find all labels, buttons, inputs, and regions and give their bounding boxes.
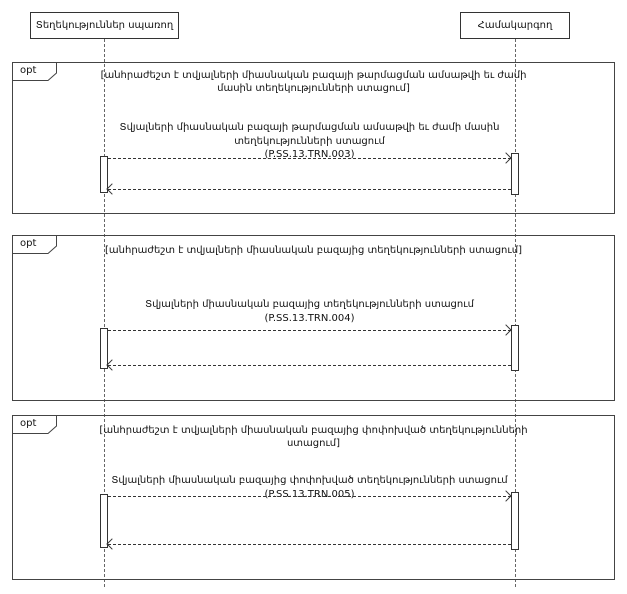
message-text: Տվյալների միասնական բազայի թարմացման ամսաթվի եւ ժամի մասին տեղեկությունների ստացում [119, 122, 500, 147]
fragment-guard-condition: [անհրաժեշտ է տվյալների միասնական բազայից փոփոխված տեղեկությունների ստացում] [99, 425, 528, 449]
fragment-guard-condition: [անհրաժեշտ է տվյալների միասնական բազայից տեղեկությունների ստացում] [105, 245, 522, 256]
opt-fragment-2 [12, 235, 615, 401]
message-text: Տվյալների միասնական բազայից փոփոխված տեղեկությունների ստացում (P.SS.13.TRN.005) [111, 475, 508, 500]
message-text: Տվյալների միասնական բազայից տեղեկությունների ստացում [145, 299, 474, 310]
message-code: (P.SS.13.TRN.003) [264, 149, 355, 160]
request-message-line [108, 496, 511, 497]
return-message-line [108, 365, 511, 366]
fragment-guard-condition: [անհրաժեշտ է տվյալների միասնական բազայի թարմացման ամսաթվի եւ ժամի մասին տեղեկությունների ստացում] [100, 70, 527, 94]
opt-fragment-1 [12, 62, 615, 214]
return-message-line [108, 189, 511, 190]
opt-fragment-3 [12, 415, 615, 580]
fragment-operator-label: opt [20, 65, 37, 76]
activation-bar-right [511, 153, 519, 195]
participant-consumer [30, 12, 179, 39]
return-message-line [108, 544, 511, 545]
arrowhead-left-icon [106, 183, 117, 194]
participant-coordinator [460, 12, 570, 39]
arrowhead-left-icon [106, 538, 117, 549]
request-message-line [108, 330, 511, 331]
activation-bar-right [511, 325, 519, 371]
arrowhead-left-icon [106, 359, 117, 370]
message-label [108, 298, 511, 325]
participant-consumer-label: Տեղեկություններ սպառող [35, 20, 174, 31]
fragment-operator-label: opt [20, 418, 37, 429]
activation-bar-left [100, 494, 108, 548]
request-message-line [108, 158, 511, 159]
message-code: (P.SS.13.TRN.004) [264, 312, 355, 324]
message-label [108, 121, 511, 162]
fragment-operator-label: opt [20, 238, 37, 249]
arrowhead-right-icon [500, 324, 511, 335]
participant-coordinator-label: Համակարգող [477, 20, 553, 31]
activation-bar-right [511, 492, 519, 550]
